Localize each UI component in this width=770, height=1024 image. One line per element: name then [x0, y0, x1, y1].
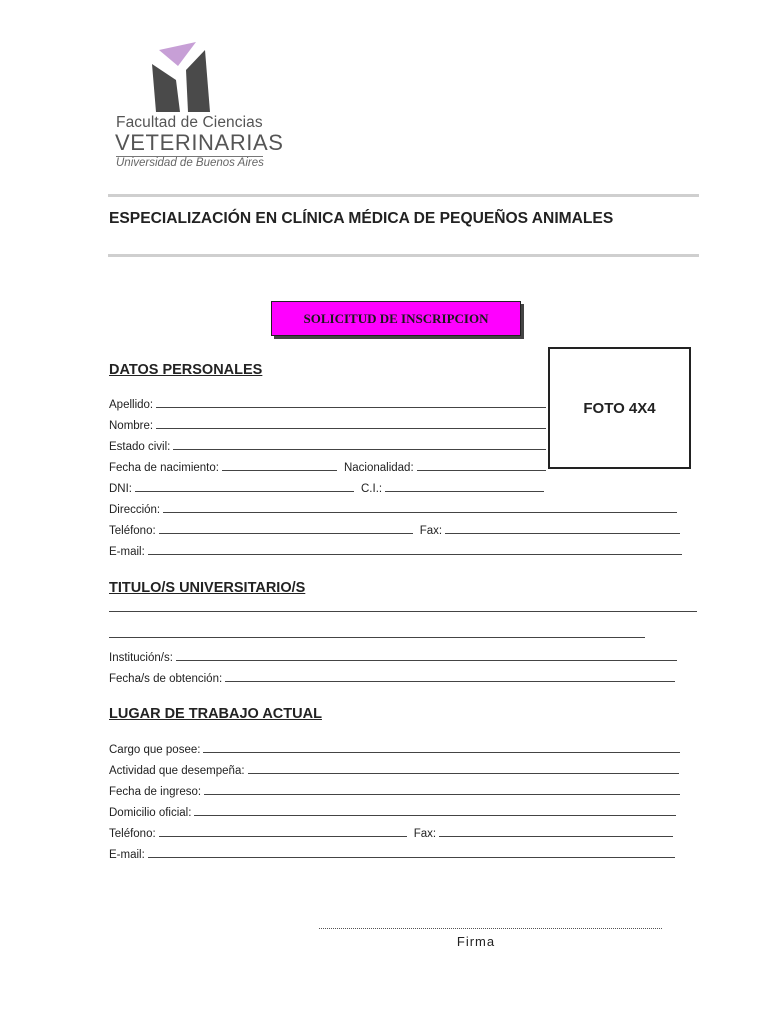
trabajo-fax-field[interactable] — [439, 826, 673, 837]
fecha-ingreso-label: Fecha de ingreso: — [109, 786, 202, 798]
trabajo-email-label: E-mail: — [109, 849, 145, 861]
domicilio-label: Domicilio oficial: — [109, 807, 192, 819]
apellido-field[interactable] — [156, 397, 546, 408]
nombre-label: Nombre: — [109, 420, 154, 432]
trabajo-fax-label: Fax: — [413, 828, 437, 840]
ci-field[interactable] — [385, 481, 544, 492]
trabajo-telefono-field[interactable] — [159, 826, 407, 837]
signature-label: Firma — [456, 934, 496, 949]
cargo-field[interactable] — [203, 742, 680, 753]
solicitud-badge — [271, 301, 521, 336]
row-actividad — [109, 763, 679, 777]
row-email — [109, 544, 682, 558]
row-nacimiento-nacionalidad — [109, 460, 546, 474]
direccion-label: Dirección: — [109, 504, 161, 516]
section-datos-personales: DATOS PERSONALES — [109, 362, 263, 378]
apellido-label: Apellido: — [109, 399, 154, 411]
row-trabajo-telefono-fax — [109, 826, 673, 840]
fecha-obtencion-field[interactable] — [225, 671, 675, 682]
cargo-label: Cargo que posee: — [109, 744, 201, 756]
logo-university-text: Universidad de Buenos Aires — [116, 157, 264, 169]
estado-civil-label: Estado civil: — [109, 441, 171, 453]
institucion-field[interactable] — [176, 650, 677, 661]
trabajo-telefono-label: Teléfono: — [109, 828, 156, 840]
nacionalidad-label: Nacionalidad: — [343, 462, 414, 474]
section-titulos: TITULO/S UNIVERSITARIO/S — [109, 580, 306, 596]
logo-faculty-text: Facultad de Ciencias — [116, 114, 263, 131]
row-cargo — [109, 742, 680, 756]
row-fecha-ingreso — [109, 784, 680, 798]
dni-field[interactable] — [135, 481, 354, 492]
section-lugar-trabajo: LUGAR DE TRABAJO ACTUAL — [109, 706, 322, 722]
faculty-logo-icon — [150, 42, 212, 116]
fecha-nacimiento-field[interactable] — [222, 460, 337, 471]
row-estado-civil — [109, 439, 546, 453]
photo-label: FOTO 4X4 — [583, 399, 656, 417]
titulo-field-1[interactable] — [109, 611, 697, 612]
estado-civil-field[interactable] — [173, 439, 546, 450]
logo-veterinarias-text: VETERINARIAS — [115, 130, 284, 155]
title-top-rule — [108, 194, 699, 197]
row-direccion — [109, 502, 677, 516]
fecha-obtencion-label: Fecha/s de obtención: — [109, 673, 223, 685]
actividad-label: Actividad que desempeña: — [109, 765, 245, 777]
titulo-field-2[interactable] — [109, 637, 645, 638]
telefono-field[interactable] — [159, 523, 413, 534]
dni-label: DNI: — [109, 483, 132, 495]
fecha-ingreso-field[interactable] — [204, 784, 680, 795]
telefono-label: Teléfono: — [109, 525, 156, 537]
direccion-field[interactable] — [163, 502, 677, 513]
actividad-field[interactable] — [248, 763, 679, 774]
email-field[interactable] — [148, 544, 682, 555]
row-dni-ci — [109, 481, 544, 495]
ci-label: C.I.: — [361, 483, 383, 495]
row-trabajo-email — [109, 847, 675, 861]
row-nombre — [109, 418, 546, 432]
fax-field[interactable] — [445, 523, 680, 534]
nacionalidad-field[interactable] — [417, 460, 546, 471]
document-title: ESPECIALIZACIÓN EN CLÍNICA MÉDICA DE PEQUEÑOS ANIMALES — [109, 210, 614, 227]
domicilio-field[interactable] — [194, 805, 676, 816]
row-institucion — [109, 650, 677, 664]
photo-box[interactable] — [548, 347, 691, 469]
trabajo-email-field[interactable] — [148, 847, 675, 858]
institucion-label: Institución/s: — [109, 652, 173, 664]
solicitud-badge-label: SOLICITUD DE INSCRIPCION — [303, 310, 489, 326]
row-apellido — [109, 397, 546, 411]
fax-label: Fax: — [419, 525, 443, 537]
email-label: E-mail: — [109, 546, 145, 558]
nombre-field[interactable] — [156, 418, 546, 429]
signature-field[interactable] — [319, 918, 662, 929]
fecha-nacimiento-label: Fecha de nacimiento: — [109, 462, 219, 474]
row-domicilio — [109, 805, 676, 819]
title-bottom-rule — [108, 254, 699, 257]
row-fecha-obtencion — [109, 671, 675, 685]
row-telefono-fax — [109, 523, 680, 537]
